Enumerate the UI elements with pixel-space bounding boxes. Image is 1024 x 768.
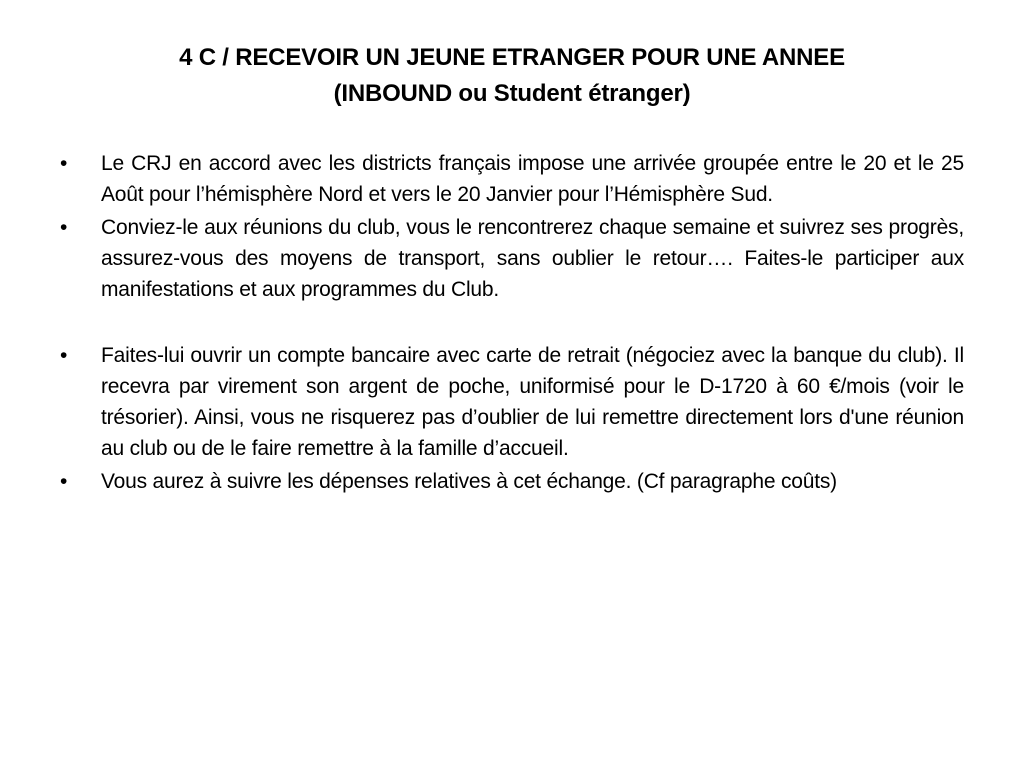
bullet-dot-icon: • [60,216,68,239]
bullet-dot-icon: • [60,152,68,175]
bullet-text: Faites-lui ouvrir un compte bancaire avec carte de retrait (négociez avec la banque du club). Il recevra par virement son argent de poche, uniformisé pour le D-1720 à 60 €/mois (voir le trésorier). Ainsi, vous ne risquerez pas d’oublier de lui remettre directement lors d'une réunion au club ou de le faire remettre à la famille d’accueil. [101,344,964,460]
bullet-dot-icon: • [60,470,68,493]
bullet-text: Conviez-le aux réunions du club, vous le rencontrerez chaque semaine et suivrez ses progrès, assurez-vous des moyens de transport, sans oublier le retour…. Faites-le participer aux manifestations et aux programmes du Club. [101,216,964,301]
slide-title [100,40,924,112]
slide-title-line-2: (INBOUND ou Student étranger) [333,80,691,107]
bullet-item-bank-account [60,340,964,464]
bullet-text: Le CRJ en accord avec les districts français impose une arrivée groupée entre le 20 et le 25 Août pour l’hémisphère Nord et vers le 20 Janvier pour l’Hémisphère Sud. [101,152,964,206]
bullet-dot-icon: • [60,344,68,367]
bullet-item-crj-arrival [60,148,964,210]
slide-title-line-1: 4 C / RECEVOIR UN JEUNE ETRANGER POUR UNE ANNEE [179,44,845,71]
bullet-item-club-meetings [60,212,964,305]
bullet-text: Vous aurez à suivre les dépenses relatives à cet échange. (Cf paragraphe coûts) [101,470,837,493]
bullet-list [60,148,964,497]
bullet-item-expenses [60,466,964,497]
